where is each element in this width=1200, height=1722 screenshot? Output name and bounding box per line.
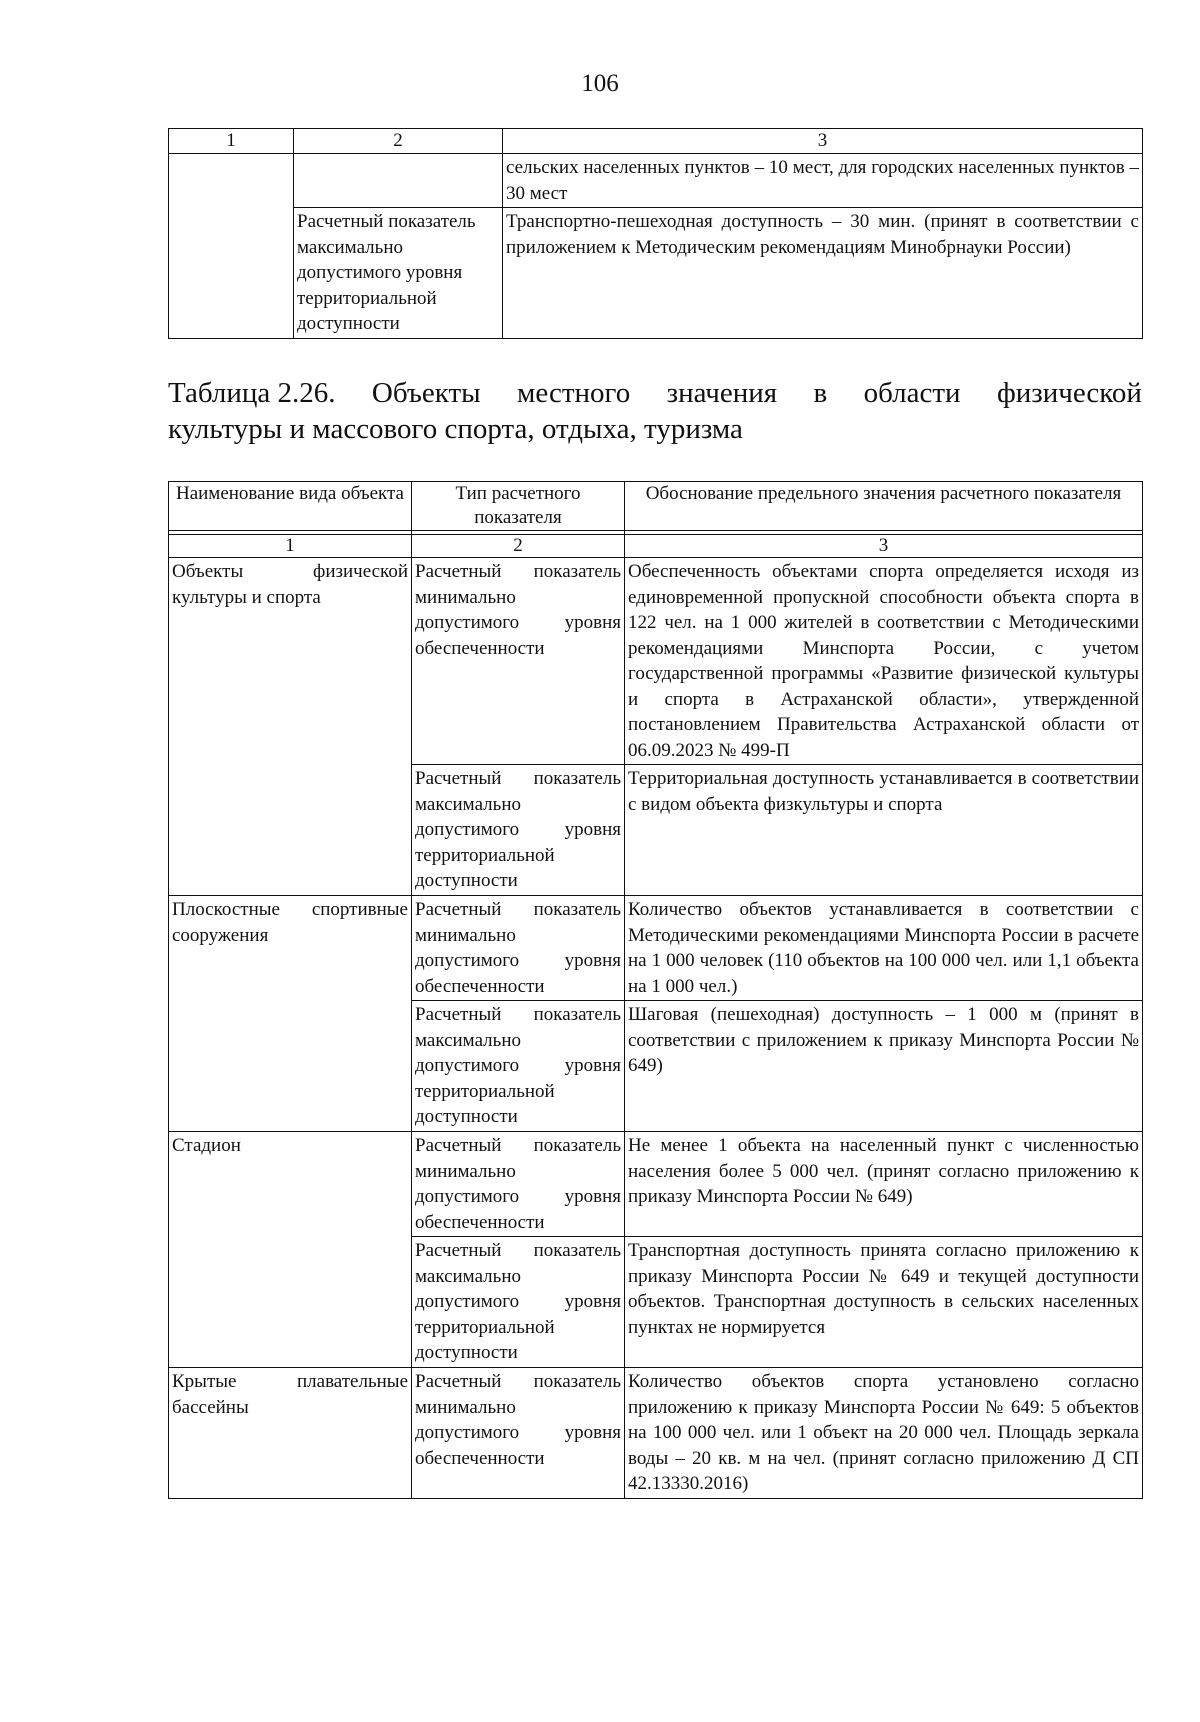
table-row (169, 1368, 1143, 1499)
caption-word: Объекты (371, 377, 481, 409)
indicator-type: Расчетный показатель минимально допустимого уровня обеспеченности (412, 896, 625, 1001)
indicator-type: Расчетный показатель минимально допустимого уровня обеспеченности (412, 558, 625, 765)
header-cell: 1 (169, 129, 294, 154)
caption-word: местного (517, 377, 631, 409)
object-name: Крытые плавательные бассейны (169, 1368, 412, 1499)
column-number: 2 (412, 535, 625, 558)
table-row (169, 154, 1143, 208)
caption-word: физической (996, 377, 1142, 409)
table-header-row (169, 129, 1143, 154)
object-name: Плоскостные спортивные сооружения (169, 896, 412, 1132)
indicator-type: Расчетный показатель минимально допустимого уровня обеспеченности (412, 1132, 625, 1237)
header-cell: 2 (294, 129, 503, 154)
indicator-type: Расчетный показатель максимально допустимого уровня территориальной доступности (412, 765, 625, 896)
caption-line-1 (168, 375, 1142, 411)
table-row (169, 558, 1143, 765)
continued-table (168, 128, 1143, 339)
column-number: 3 (625, 535, 1143, 558)
table-row (169, 896, 1143, 1001)
header-cell: Тип расчетного показателя (412, 482, 625, 531)
table-cell: сельских населенных пунктов – 10 мест, для городских населенных пунктов – 30 мест (503, 154, 1143, 208)
column-number-row (169, 535, 1143, 558)
column-number: 1 (169, 535, 412, 558)
caption-word: области (863, 377, 961, 409)
caption-word: значения (666, 377, 778, 409)
indicator-basis: Количество объектов спорта установлено согласно приложению к приказу Минспорта России № 649: 5 объектов на 100 000 чел. или 1 объект на 20 000 чел. Площадь зеркала воды – 20 кв. м на чел. (принят согласно приложению Д СП 42.13330.2016) (625, 1368, 1143, 1499)
caption-word: в (813, 377, 828, 409)
object-name: Стадион (169, 1132, 412, 1368)
caption-word: Таблица 2.26. (168, 377, 336, 409)
table-cell: Транспортно-пешеходная доступность – 30 мин. (принят в соответствии с приложением к Методическим рекомендациям Минобрнауки России) (503, 208, 1143, 339)
indicator-basis: Не менее 1 объекта на населенный пункт с численностью населения более 5 000 чел. (принят согласно приложению к приказу Минспорта России № 649) (625, 1132, 1143, 1237)
object-name: Объекты физической культуры и спорта (169, 558, 412, 896)
indicator-basis: Обеспеченность объектами спорта определяется исходя из единовременной пропускной способности объекта спорта в 122 чел. на 1 000 жителей в соответствии с Методическими рекомендациями Минспорта России, с учетом государственной программы «Развитие физической культуры и спорта в Астраханской области», утвержденной постановлением Правительства Астраханской области от 06.09.2023 № 499-П (625, 558, 1143, 765)
indicator-basis: Территориальная доступность устанавливается в соответствии с видом объекта физкультуры и спорта (625, 765, 1143, 896)
page-number: 106 (581, 70, 619, 97)
indicator-basis: Транспортная доступность принята согласно приложению к приказу Минспорта России № 649 и текущей доступности объектов. Транспортная доступность в сельских населенных пунктах не нормируется (625, 1237, 1143, 1368)
objects-table (168, 481, 1143, 1499)
table-header-row (169, 482, 1143, 531)
table-caption (168, 375, 1142, 447)
indicator-type: Расчетный показатель максимально допустимого уровня территориальной доступности (412, 1237, 625, 1368)
table-cell (169, 154, 294, 339)
header-cell: 3 (503, 129, 1143, 154)
caption-line-2: культуры и массового спорта, отдыха, туризма (168, 413, 743, 445)
table-row (169, 208, 1143, 339)
header-cell: Наименование вида объекта (169, 482, 412, 531)
indicator-basis: Шаговая (пешеходная) доступность – 1 000 м (принят в соответствии с приложением к приказу Минспорта России № 649) (625, 1001, 1143, 1132)
header-cell: Обоснование предельного значения расчетного показателя (625, 482, 1143, 531)
table-row (169, 1132, 1143, 1237)
table-cell (294, 154, 503, 208)
indicator-type: Расчетный показатель максимально допустимого уровня территориальной доступности (412, 1001, 625, 1132)
indicator-basis: Количество объектов устанавливается в соответствии с Методическими рекомендациями Минспорта России в расчете на 1 000 человек (110 объектов на 100 000 чел. или 1,1 объекта на 1 000 чел.) (625, 896, 1143, 1001)
table-cell: Расчетный показатель максимально допустимого уровня территориальной доступности (294, 208, 503, 339)
indicator-type: Расчетный показатель минимально допустимого уровня обеспеченности (412, 1368, 625, 1499)
